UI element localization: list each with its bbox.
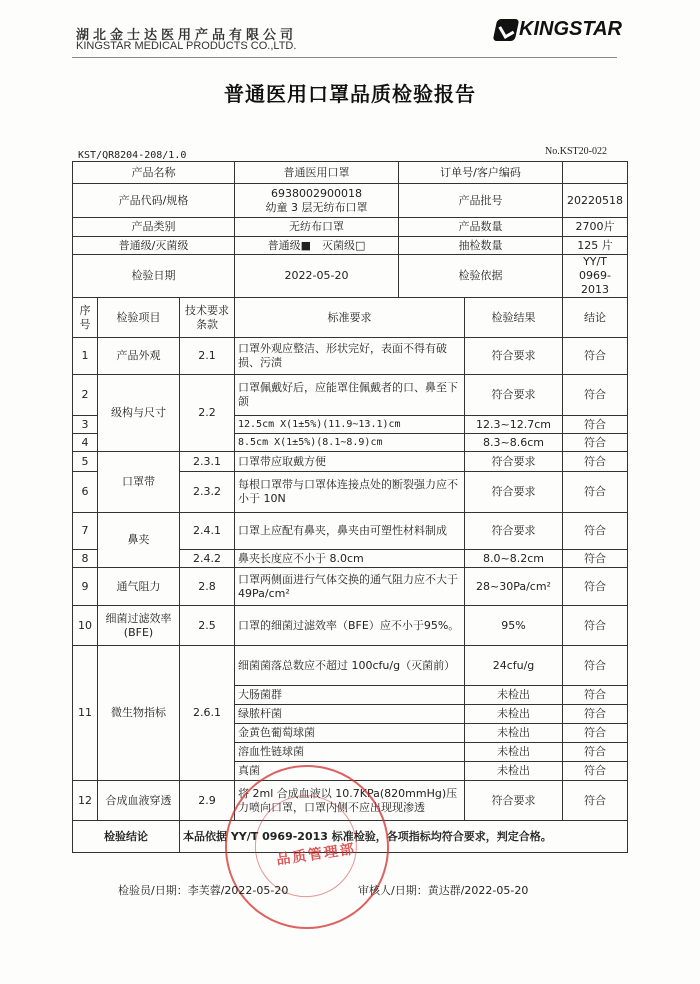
table-row <box>73 375 628 416</box>
seq-cell: 2 <box>73 375 98 416</box>
clause-cell: 2.3.1 <box>180 452 235 472</box>
item-cell: 产品外观 <box>98 338 180 375</box>
info-label: 产品批号 <box>399 184 563 218</box>
result-cell: 未检出 <box>465 705 563 724</box>
info-label: 抽检数量 <box>399 237 563 255</box>
seal-text: 品质管理部 <box>275 841 357 869</box>
standard-cell: 溶血性链球菌 <box>235 743 465 762</box>
result-cell: 8.3~8.6cm <box>465 434 563 452</box>
info-value: 普通医用口罩 <box>235 162 399 184</box>
column-header-row <box>73 298 628 338</box>
clause-cell: 2.5 <box>180 606 235 646</box>
table-row <box>73 781 628 821</box>
item-cell: 通气阻力 <box>98 568 180 606</box>
conclusion-cell: 符合 <box>563 781 628 821</box>
conclusion-row <box>73 821 628 853</box>
column-header: 技术要求条款 <box>180 298 235 338</box>
clause-cell: 2.8 <box>180 568 235 606</box>
conclusion-cell: 符合 <box>563 550 628 568</box>
result-cell: 符合要求 <box>465 375 563 416</box>
result-cell: 未检出 <box>465 686 563 705</box>
conclusion-cell: 符合 <box>563 416 628 434</box>
standard-cell: 大肠菌群 <box>235 686 465 705</box>
info-row <box>73 255 628 298</box>
item-cell: 级构与尺寸 <box>98 375 180 452</box>
item-cell: 合成血液穿透 <box>98 781 180 821</box>
seq-cell: 4 <box>73 434 98 452</box>
column-header: 检验结果 <box>465 298 563 338</box>
info-row <box>73 218 628 237</box>
info-label: 检验日期 <box>73 255 235 298</box>
info-label: 订单号/客户编码 <box>399 162 563 184</box>
seq-cell: 3 <box>73 416 98 434</box>
logo-mark-icon <box>493 19 520 41</box>
column-header: 标准要求 <box>235 298 465 338</box>
standard-cell: 12.5cm X(1±5%)(11.9~13.1)cm <box>235 416 465 434</box>
standard-cell: 鼻夹长度应不小于 8.0cm <box>235 550 465 568</box>
seq-cell: 8 <box>73 550 98 568</box>
conclusion-cell: 符合 <box>563 705 628 724</box>
info-label: 产品代码/规格 <box>73 184 235 218</box>
standard-cell: 口罩上应配有鼻夹，鼻夹由可塑性材料制成 <box>235 513 465 550</box>
standard-cell: 将 2ml 合成血液以 10.7KPa(820mmHg)压力喷向口罩，口罩内侧不应出现现渗透 <box>235 781 465 821</box>
result-cell: 未检出 <box>465 762 563 781</box>
table-row <box>73 568 628 606</box>
standard-cell: 8.5cm X(1±5%)(8.1~8.9)cm <box>235 434 465 452</box>
result-cell: 95% <box>465 606 563 646</box>
info-value: 20220518 <box>563 184 628 218</box>
report-number: No.KST20-022 <box>545 146 607 157</box>
clause-cell: 2.9 <box>180 781 235 821</box>
result-cell: 8.0~8.2cm <box>465 550 563 568</box>
conclusion-cell: 符合 <box>563 338 628 375</box>
clause-cell: 2.3.2 <box>180 472 235 513</box>
product-spec: 幼童 3 层无纺布口罩 <box>265 200 368 214</box>
inspector-signature: 检验员/日期：李芙蓉/2022-05-20 <box>118 884 289 897</box>
item-cell: 微生物指标 <box>98 646 180 781</box>
document-code: KST/QR8204-208/1.0 <box>78 150 187 161</box>
conclusion-cell: 符合 <box>563 762 628 781</box>
conclusion-cell: 符合 <box>563 686 628 705</box>
item-cell: 鼻夹 <box>98 513 180 568</box>
company-name-en: KINGSTAR MEDICAL PRODUCTS CO.,LTD. <box>76 40 297 52</box>
info-value <box>563 162 628 184</box>
seq-cell: 1 <box>73 338 98 375</box>
result-cell: 符合要求 <box>465 452 563 472</box>
conclusion-cell: 符合 <box>563 513 628 550</box>
result-cell: 24cfu/g <box>465 646 563 686</box>
clause-cell: 2.6.1 <box>180 646 235 781</box>
info-value: 无纺布口罩 <box>235 218 399 237</box>
conclusion-cell: 符合 <box>563 568 628 606</box>
result-cell: 未检出 <box>465 724 563 743</box>
seq-cell: 12 <box>73 781 98 821</box>
header-divider <box>72 57 617 58</box>
standard-cell: 口罩两侧面进行气体交换的通气阻力应不大于 49Pa/cm² <box>235 568 465 606</box>
conclusion-cell: 符合 <box>563 434 628 452</box>
info-value: 2700片 <box>563 218 628 237</box>
conclusion-text: 本品依据 YY/T 0969-2013 标准检验，各项指标均符合要求，判定合格。 <box>180 821 628 853</box>
standard-cell: 每根口罩带与口罩体连接点处的断裂强力应不小于 10N <box>235 472 465 513</box>
result-cell: 符合要求 <box>465 338 563 375</box>
info-value: 125 片 <box>563 237 628 255</box>
info-label: 检验依据 <box>399 255 563 298</box>
company-name-cn: 湖北金士达医用产品有限公司 <box>76 28 298 43</box>
item-cell: 细菌过滤效率(BFE) <box>98 606 180 646</box>
seq-cell: 10 <box>73 606 98 646</box>
info-label: 普通级/灭菌级 <box>73 237 235 255</box>
product-code: 6938002900018 <box>271 186 362 200</box>
standard-cell: 细菌菌落总数应不超过 100cfu/g（灭菌前） <box>235 646 465 686</box>
seq-cell: 11 <box>73 646 98 781</box>
info-value: 普通级■ 灭菌级□ <box>235 237 399 255</box>
inspection-report-table <box>72 161 628 853</box>
conclusion-cell: 符合 <box>563 724 628 743</box>
conclusion-cell: 符合 <box>563 452 628 472</box>
logo-text: KINGSTAR <box>519 18 622 40</box>
info-value: 2022-05-20 <box>235 255 399 298</box>
info-row <box>73 162 628 184</box>
column-header: 检验项目 <box>98 298 180 338</box>
page-title: 普通医用口罩品质检验报告 <box>224 82 476 106</box>
column-header: 结论 <box>563 298 628 338</box>
info-label: 产品类别 <box>73 218 235 237</box>
clause-cell: 2.1 <box>180 338 235 375</box>
item-cell: 口罩带 <box>98 452 180 513</box>
clause-cell: 2.4.1 <box>180 513 235 550</box>
result-cell: 12.3~12.7cm <box>465 416 563 434</box>
seq-cell: 9 <box>73 568 98 606</box>
standard-cell: 口罩的细菌过滤效率（BFE）应不小于95%。 <box>235 606 465 646</box>
clause-cell: 2.4.2 <box>180 550 235 568</box>
info-value: YY/T 0969-2013 <box>563 255 628 298</box>
info-row <box>73 184 628 218</box>
conclusion-cell: 符合 <box>563 472 628 513</box>
result-cell: 未检出 <box>465 743 563 762</box>
conclusion-cell: 符合 <box>563 375 628 416</box>
seq-cell: 6 <box>73 472 98 513</box>
kingstar-logo <box>495 18 622 41</box>
conclusion-cell: 符合 <box>563 743 628 762</box>
conclusion-cell: 符合 <box>563 606 628 646</box>
standard-cell: 金黄色葡萄球菌 <box>235 724 465 743</box>
info-label: 产品名称 <box>73 162 235 184</box>
table-row <box>73 606 628 646</box>
result-cell: 符合要求 <box>465 513 563 550</box>
standard-cell: 口罩带应取戴方便 <box>235 452 465 472</box>
info-row <box>73 237 628 255</box>
info-label: 产品数量 <box>399 218 563 237</box>
conclusion-cell: 符合 <box>563 646 628 686</box>
standard-cell: 口罩佩戴好后，应能罩住佩戴者的口、鼻至下颌 <box>235 375 465 416</box>
table-row <box>73 338 628 375</box>
result-cell: 符合要求 <box>465 472 563 513</box>
table-row <box>73 513 628 550</box>
seq-cell: 7 <box>73 513 98 550</box>
result-cell: 符合要求 <box>465 781 563 821</box>
seq-cell: 5 <box>73 452 98 472</box>
standard-cell: 真菌 <box>235 762 465 781</box>
standard-cell: 绿脓杆菌 <box>235 705 465 724</box>
info-value <box>235 184 399 218</box>
table-row <box>73 452 628 472</box>
clause-cell: 2.2 <box>180 375 235 452</box>
table-row <box>73 646 628 686</box>
reviewer-signature: 审核人/日期：黄达群/2022-05-20 <box>358 884 529 897</box>
result-cell: 28~30Pa/cm² <box>465 568 563 606</box>
standard-cell: 口罩外观应整洁、形状完好，表面不得有破损、污渍 <box>235 338 465 375</box>
column-header: 序号 <box>73 298 98 338</box>
conclusion-label: 检验结论 <box>73 821 180 853</box>
